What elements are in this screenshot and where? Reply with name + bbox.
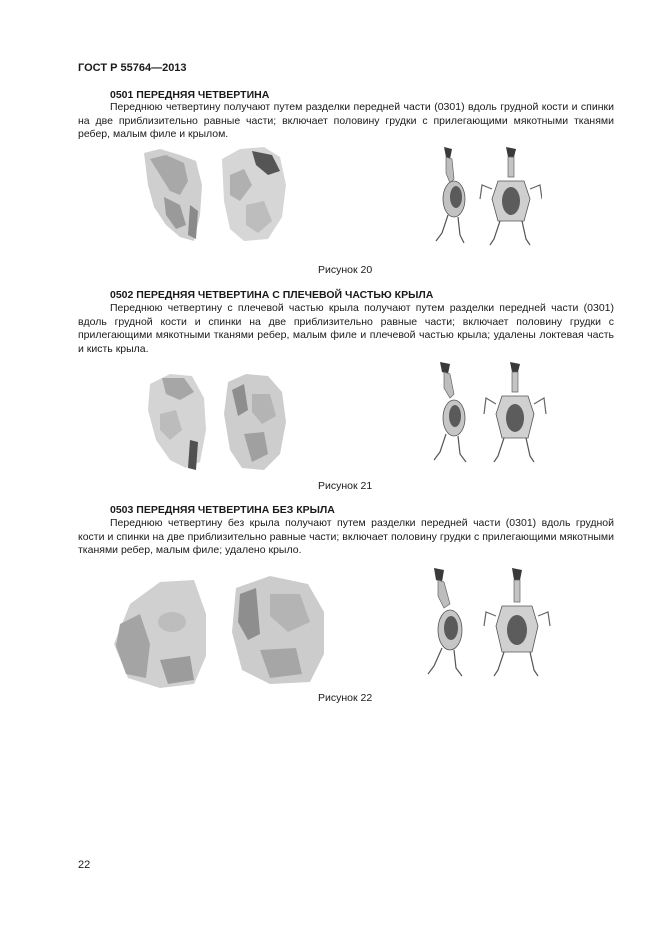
document-header-code: ГОСТ Р 55764—2013	[78, 62, 187, 74]
section-text-0503	[78, 517, 614, 558]
figure-22-photo-cuts	[110, 574, 330, 692]
section-title-0503: 0503 ПЕРЕДНЯЯ ЧЕТВЕРТИНА БЕЗ КРЫЛА	[110, 504, 335, 516]
right-cut-piece	[232, 576, 324, 684]
figure-21-photo-cuts	[140, 370, 292, 476]
section-title-0502: 0502 ПЕРЕДНЯЯ ЧЕТВЕРТИНА С ПЛЕЧЕВОЙ ЧАСТЬЮ КРЫЛА	[110, 289, 434, 301]
left-cut-piece	[144, 149, 202, 241]
section-text-0501	[78, 101, 614, 142]
right-cut-piece	[222, 147, 286, 241]
right-cut-piece	[224, 374, 286, 470]
section-text-0503-content: Переднюю четвертину без крыла получают путем разделки передней части (0301) вдоль грудной кости и спинки на две приблизительно равные части; включает половину грудки с прилегающими мякотными тканями ребер, малым филе; удалено крыло.	[78, 517, 614, 557]
carcass-front-view	[480, 147, 542, 245]
section-text-0502	[78, 302, 614, 356]
figure-20-carcass-diagram	[430, 143, 542, 249]
section-title-0501: 0501 ПЕРЕДНЯЯ ЧЕТВЕРТИНА	[110, 89, 270, 101]
section-text-0502-content: Переднюю четвертину с плечевой частью крыла получают путем разделки передней части (0301) вдоль грудной кости и спинки на две приблизительно равные части; включает половину грудки с прилегающими мякотными тканями ребер, малым филе и плечевой частью крыла; удалены локтевая часть и кисть крыла.	[78, 302, 614, 355]
figure-22-carcass-diagram	[424, 564, 552, 682]
figure-20-caption: Рисунок 20	[318, 264, 373, 276]
carcass-front-view	[484, 568, 550, 676]
page-number: 22	[78, 859, 91, 871]
left-cut-piece	[148, 374, 206, 470]
section-text-0501-content: Переднюю четвертину получают путем разделки передней части (0301) вдоль грудной кости и спинки на две приблизительно равные части; включает половину грудки с прилегающими мякотными тканями ребер, малым филе и крылом.	[78, 101, 614, 141]
left-cut-piece	[114, 580, 206, 688]
figure-20-photo-cuts	[140, 145, 292, 247]
carcass-front-view	[484, 362, 546, 462]
carcass-side-view	[436, 147, 465, 243]
figure-21-caption: Рисунок 21	[318, 480, 373, 492]
figure-22-caption: Рисунок 22	[318, 692, 373, 704]
carcass-side-view	[434, 362, 466, 462]
carcass-side-view	[428, 568, 462, 676]
figure-21-carcass-diagram	[430, 358, 548, 468]
